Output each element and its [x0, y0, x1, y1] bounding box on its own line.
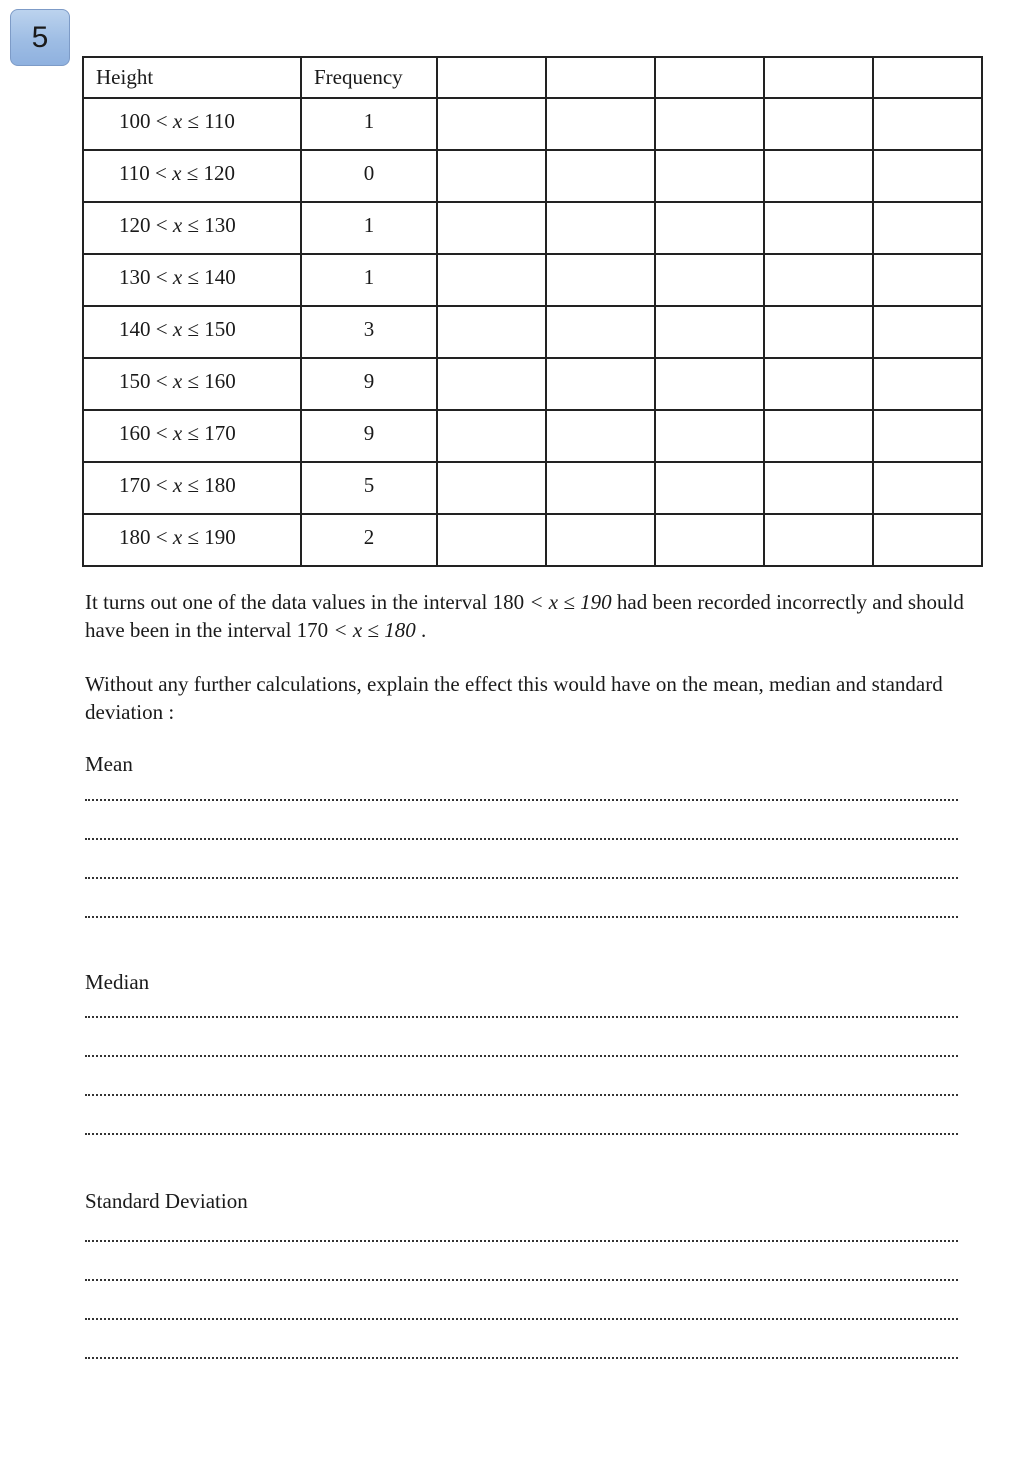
blank-cell[interactable]	[873, 514, 982, 566]
instruction-text: Without any further calculations, explain the effect this would have on the mean, median and standard deviation :	[85, 672, 943, 724]
frequency-cell: 1	[301, 254, 437, 306]
interval-upper: 150	[204, 317, 236, 341]
interval-upper: 190	[204, 525, 236, 549]
interval-symbols: < x ≤	[150, 473, 205, 497]
interval-upper: 120	[203, 161, 235, 185]
blank-cell[interactable]	[546, 462, 655, 514]
interval-upper: 170	[204, 421, 236, 445]
interval-cell	[83, 98, 301, 150]
blank-cell[interactable]	[764, 514, 873, 566]
blank-cell[interactable]	[437, 410, 546, 462]
table-header-row	[83, 57, 982, 98]
header-blank-cell[interactable]	[764, 57, 873, 98]
table-row	[83, 462, 982, 514]
blank-cell[interactable]	[546, 254, 655, 306]
blank-cell[interactable]	[764, 254, 873, 306]
header-blank-cell[interactable]	[873, 57, 982, 98]
frequency-cell: 5	[301, 462, 437, 514]
section-label-mean: Mean	[85, 752, 133, 776]
header-blank-cell[interactable]	[655, 57, 764, 98]
header-blank-cell[interactable]	[546, 57, 655, 98]
interval-cell	[83, 462, 301, 514]
interval-lower: 130	[119, 265, 151, 289]
header-frequency: Frequency	[301, 57, 437, 98]
interval-lower: 140	[119, 317, 151, 341]
interval-lower: 150	[119, 369, 151, 393]
blank-cell[interactable]	[437, 98, 546, 150]
blank-cell[interactable]	[437, 514, 546, 566]
interval-cell	[83, 306, 301, 358]
blank-cell[interactable]	[546, 202, 655, 254]
interval-symbols: < x ≤	[150, 369, 205, 393]
frequency-cell: 2	[301, 514, 437, 566]
table-row	[83, 410, 982, 462]
frequency-cell: 1	[301, 202, 437, 254]
blank-cell[interactable]	[437, 150, 546, 202]
frequency-cell: 3	[301, 306, 437, 358]
table-row	[83, 98, 982, 150]
question-number-badge	[10, 9, 70, 66]
answer-line[interactable]	[85, 877, 958, 879]
blank-cell[interactable]	[546, 514, 655, 566]
blank-cell[interactable]	[655, 202, 764, 254]
blank-cell[interactable]	[764, 306, 873, 358]
blank-cell[interactable]	[437, 462, 546, 514]
answer-line[interactable]	[85, 1016, 958, 1018]
blank-cell[interactable]	[873, 202, 982, 254]
interval-cell	[83, 514, 301, 566]
interval-cell	[83, 202, 301, 254]
blank-cell[interactable]	[873, 306, 982, 358]
answer-line[interactable]	[85, 916, 958, 918]
interval-upper: 160	[204, 369, 236, 393]
statement-text-3: .	[415, 618, 427, 642]
question-number: 5	[31, 20, 49, 54]
interval-lower: 180	[119, 525, 151, 549]
table-row	[83, 202, 982, 254]
blank-cell[interactable]	[655, 514, 764, 566]
interval-symbols: < x ≤	[150, 421, 205, 445]
interval-cell	[83, 358, 301, 410]
table-row	[83, 358, 982, 410]
interval-lower: 170	[119, 473, 151, 497]
blank-cell[interactable]	[655, 306, 764, 358]
table-row	[83, 306, 982, 358]
answer-line[interactable]	[85, 1133, 958, 1135]
answer-line[interactable]	[85, 799, 958, 801]
interval-lower: 120	[119, 213, 151, 237]
interval-symbols: < x ≤	[150, 109, 205, 133]
answer-line[interactable]	[85, 1055, 958, 1057]
blank-cell[interactable]	[764, 410, 873, 462]
section-label-standard-deviation: Standard Deviation	[85, 1189, 248, 1213]
statement-math-2: < x ≤ 180	[333, 618, 416, 642]
table-row	[83, 150, 982, 202]
interval-upper: 110	[204, 109, 235, 133]
blank-cell[interactable]	[764, 358, 873, 410]
interval-lower: 100	[119, 109, 151, 133]
answer-line[interactable]	[85, 1094, 958, 1096]
blank-cell[interactable]	[437, 358, 546, 410]
answer-line[interactable]	[85, 1279, 958, 1281]
blank-cell[interactable]	[546, 98, 655, 150]
answer-line[interactable]	[85, 1240, 958, 1242]
interval-symbols: < x ≤	[150, 213, 205, 237]
blank-cell[interactable]	[655, 358, 764, 410]
header-height: Height	[83, 57, 301, 98]
interval-cell	[83, 410, 301, 462]
answer-line[interactable]	[85, 838, 958, 840]
blank-cell[interactable]	[764, 98, 873, 150]
table-row	[83, 514, 982, 566]
frequency-cell: 9	[301, 358, 437, 410]
statement-text-2: had been recorded incorrectly and should have been in the interval 170	[85, 590, 964, 642]
blank-cell[interactable]	[873, 150, 982, 202]
statement-math-1: < x ≤ 190	[529, 590, 612, 614]
blank-cell[interactable]	[655, 462, 764, 514]
interval-symbols: < x ≤	[150, 525, 205, 549]
blank-cell[interactable]	[764, 202, 873, 254]
section-label-median: Median	[85, 970, 150, 994]
blank-cell[interactable]	[873, 410, 982, 462]
frequency-table	[82, 56, 983, 567]
blank-cell[interactable]	[873, 254, 982, 306]
blank-cell[interactable]	[655, 98, 764, 150]
answer-line[interactable]	[85, 1357, 958, 1359]
interval-lower: 160	[119, 421, 151, 445]
answer-line[interactable]	[85, 1318, 958, 1320]
statement-text-1: It turns out one of the data values in the interval 180	[85, 590, 530, 614]
interval-cell	[83, 150, 301, 202]
interval-upper: 140	[204, 265, 236, 289]
blank-cell[interactable]	[437, 254, 546, 306]
interval-symbols: < x ≤	[150, 317, 205, 341]
interval-upper: 130	[204, 213, 236, 237]
frequency-cell: 9	[301, 410, 437, 462]
frequency-cell: 0	[301, 150, 437, 202]
interval-cell	[83, 254, 301, 306]
frequency-cell: 1	[301, 98, 437, 150]
blank-cell[interactable]	[546, 150, 655, 202]
interval-symbols: < x ≤	[149, 161, 204, 185]
blank-cell[interactable]	[764, 150, 873, 202]
blank-cell[interactable]	[873, 98, 982, 150]
blank-cell[interactable]	[546, 306, 655, 358]
blank-cell[interactable]	[546, 410, 655, 462]
interval-lower: 110	[119, 161, 150, 185]
interval-symbols: < x ≤	[150, 265, 205, 289]
interval-upper: 180	[204, 473, 236, 497]
table-row	[83, 254, 982, 306]
blank-cell[interactable]	[546, 358, 655, 410]
header-blank-cell[interactable]	[437, 57, 546, 98]
blank-cell[interactable]	[437, 306, 546, 358]
blank-cell[interactable]	[873, 462, 982, 514]
blank-cell[interactable]	[655, 150, 764, 202]
blank-cell[interactable]	[764, 462, 873, 514]
blank-cell[interactable]	[655, 254, 764, 306]
blank-cell[interactable]	[873, 358, 982, 410]
blank-cell[interactable]	[437, 202, 546, 254]
problem-statement	[85, 588, 965, 644]
blank-cell[interactable]	[655, 410, 764, 462]
